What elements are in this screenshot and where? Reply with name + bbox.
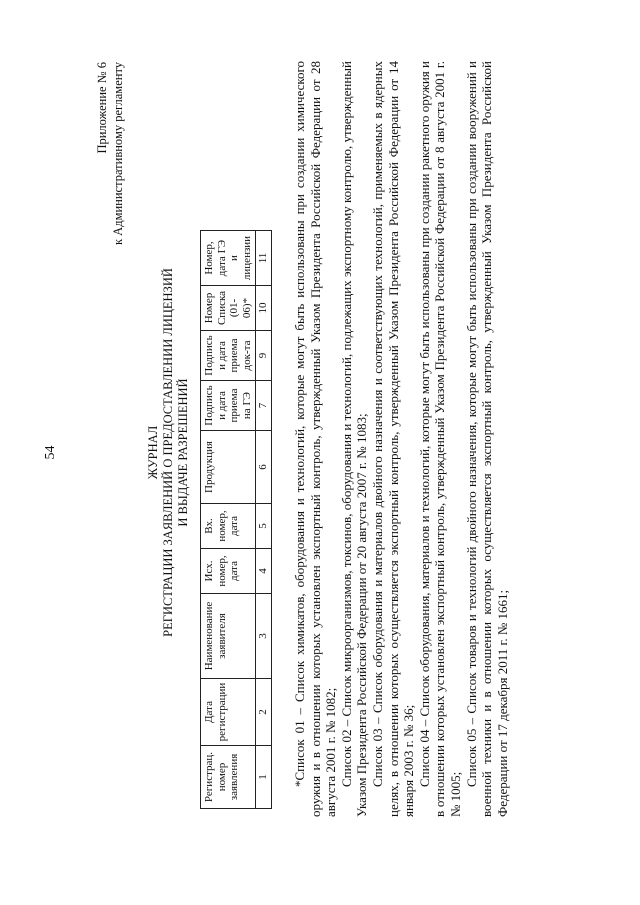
appendix-header — [94, 62, 126, 245]
header-license-number: Номер, дата ГЭ и лицензии — [201, 231, 256, 286]
footnote-list-03: Список 03 – Список оборудования и материалов двойного назначения и соответствующих технологий, применяемых в ядерных целях, в отношении которых осуществляется экспортный контроль, утвержденный Указом Президента Российской Федерации от 14 января 2003 г. № 36; — [369, 61, 417, 817]
title-line-1: ЖУРНАЛ — [146, 425, 160, 480]
title-line-3: И ВЫДАЧЕ РАЗРЕШЕНИЙ — [176, 378, 190, 527]
list-footnotes — [292, 61, 510, 817]
footnote-list-02: Список 02 – Список микроорганизмов, токсинов, оборудования и технологий, подлежащих экспортному контролю, утвержденный Указом Президента Российской Федерации от 20 августа 2007 г. № 1083; — [338, 61, 370, 817]
header-registration-number: Регистрац. номер заявления — [201, 746, 256, 809]
footnote-list-04: Список 04 – Список оборудования, материалов и технологий, которые могут быть использованы при создании ракетного оружия и в отношении которых установлен экспортный контроль, утвержденный Указом Президента Российской Федерации от 8 августа 2001 г. № 1005; — [416, 61, 463, 817]
title-line-2: РЕГИСТРАЦИИ ЗАЯВЛЕНИЙ О ПРЕДОСТАВЛЕНИИ ЛИЦЕНЗИЙ — [161, 268, 175, 637]
footnote-list-05: Список 05 – Список товаров и технологий двойного назначения, которые могут быть использованы при создании вооружений и военной техники и в отношении которых осуществляется экспортный контроль, утвержденный Указом Президента Российской Федерации от 17 декабря 2011 г. № 1661; — [463, 61, 510, 817]
appendix-reference: к Административному регламенту — [111, 62, 125, 246]
footnote-list-01: *Список 01 – Список химикатов, оборудования и технологий, которые могут быть использованы при создании химического оружия и в отношении которых установлен экспортный контроль, утвержденный Указом Президента Российской Федерации от 28 августа 2001 г. № 1082; — [292, 61, 339, 817]
header-incoming-number: Вх. номер, дата — [201, 504, 256, 549]
header-outgoing-number: Исх. номер, дата — [201, 549, 256, 594]
registration-journal-table — [200, 230, 272, 809]
column-number: 9 — [256, 331, 272, 381]
page-number: 54 — [43, 445, 58, 460]
table-header-row — [201, 231, 256, 809]
header-signature-ge: Подпись и дата приема на ГЭ — [201, 381, 256, 431]
header-products: Продукция — [201, 431, 256, 504]
header-signature-document: Подпись и дата приема док-та — [201, 331, 256, 381]
column-number: 5 — [256, 504, 272, 549]
column-number: 7 — [256, 381, 272, 431]
appendix-number: Приложение № 6 — [95, 62, 109, 154]
header-applicant-name: Наименование заявителя — [201, 594, 256, 679]
column-number: 11 — [256, 231, 272, 286]
column-number: 4 — [256, 549, 272, 594]
document-title — [146, 0, 191, 905]
column-number: 6 — [256, 431, 272, 504]
column-number: 10 — [256, 286, 272, 331]
header-registration-date: Дата регистрации — [201, 679, 256, 746]
column-number: 2 — [256, 679, 272, 746]
column-number: 3 — [256, 594, 272, 679]
column-number: 1 — [256, 746, 272, 809]
header-list-number: Номер Списка (01- 06)* — [201, 286, 256, 331]
table-column-numbers-row — [256, 231, 272, 809]
